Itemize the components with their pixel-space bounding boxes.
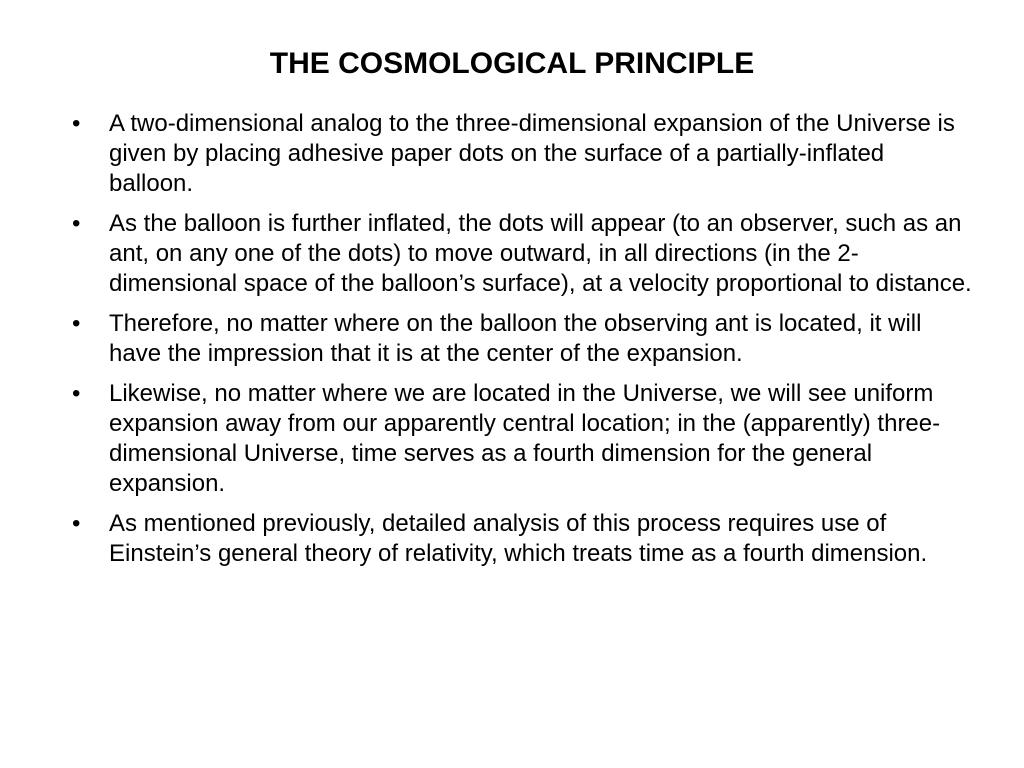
bullet-text: Therefore, no matter where on the balloon the observing ant is located, it will have the impression that it is at the center of the expansion.	[109, 310, 922, 367]
bullet-icon: •	[72, 310, 81, 337]
bullet-text: As mentioned previously, detailed analysis of this process requires use of Einstein’s general theory of relativity, which treats time as a fourth dimension.	[109, 510, 928, 567]
bullet-icon: •	[72, 110, 81, 137]
slide-title: THE COSMOLOGICAL PRINCIPLE	[269, 47, 755, 80]
bullet-item	[72, 379, 972, 499]
bullet-item	[72, 209, 972, 299]
bullet-item	[72, 509, 972, 569]
bullet-icon: •	[72, 210, 81, 237]
bullet-icon: •	[72, 380, 81, 407]
bullet-icon: •	[72, 510, 81, 537]
bullet-item	[72, 309, 972, 369]
bullet-list	[72, 109, 972, 579]
bullet-text: A two-dimensional analog to the three-dimensional expansion of the Universe is given by placing adhesive paper dots on the surface of a partially-inflated balloon.	[109, 110, 955, 197]
bullet-text: Likewise, no matter where we are located in the Universe, we will see uniform expansion away from our apparently central location; in the (apparently) three-dimensional Universe, time serves as a fourth dimension for the general expansion.	[109, 380, 941, 497]
bullet-text: As the balloon is further inflated, the dots will appear (to an observer, such as an ant, on any one of the dots) to move outward, in all directions (in the 2-dimensional space of the balloon’s surface), at a velocity proportional to distance.	[109, 210, 972, 297]
bullet-item	[72, 109, 972, 199]
